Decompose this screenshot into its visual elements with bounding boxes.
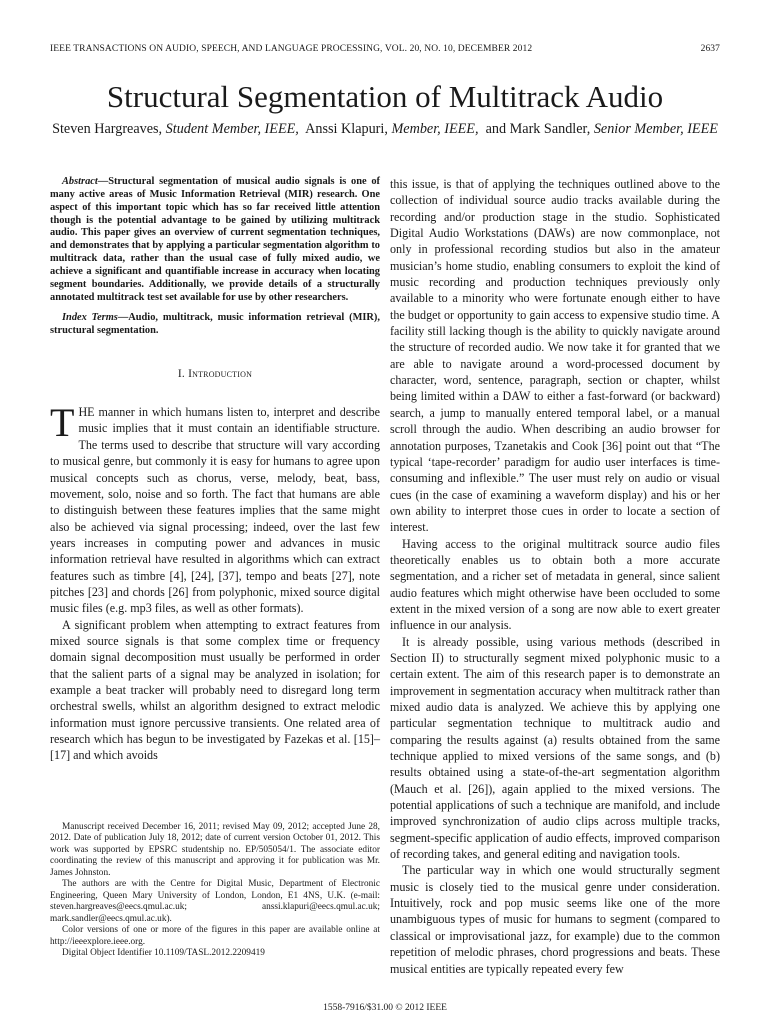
right-paragraph-1: this issue, is that of applying the techniques outlined above to the collection of individual source audio tracks available during the recording and/or production stage in the studio. Sophisticated Digital Audio Workstations (DAWs) are now commonplace, not only in professional recording studios but also in the amateur musician’s home studio, enabling consumers to exploit the kind of music recording and production techniques previously only available to a minority who were fortunate enough either to have the budget or opportunity to gain access to expensive studio time. A facility still lacking though is the ability to quickly navigate around the structure of recorded audio. We now take it for granted that we are able to navigate around a word-processed document by character, word, sentence, paragraph, section or chapter, whilst being limited within a DAW to either a fast-forward (or backward) search, a jump to manually entered temporal label, or a manual scroll through the audio. When describing an audio browser for annotation purposes, Tzanetakis and Cook [36] point out that “The typical ‘tape-recorder’ paradigm for audio user interfaces is time-consuming and inflexible.” The user must rely on audio or visual cues (in the case of examining a waveform display) and his or her own ability to interpret those cues in order to locate a section of interest. [390,177,720,535]
drop-cap: T [50,400,75,446]
author-name: and Mark Sandler, [485,121,591,137]
journal-name: IEEE TRANSACTIONS ON AUDIO, SPEECH, AND LANGUAGE PROCESSING, VOL. 20, NO. 10, DECEMBER 2012 [50,44,533,54]
page-number: 2637 [700,44,720,54]
abstract-text: Structural segmentation of musical audio signals is one of many active areas of Music Information Retrieval (MIR) research. One aspect of this important topic which has so far received little attention though is the potential advantage to be gained by utilizing multitrack audio. This paper gives an overview of current segmentation techniques, and demonstrates that by applying a particular segmentation algorithm to multitrack data, rather than the usual case of fully mixed audio, we achieve a significant and quantifiable increase in accuracy when locating segment boundaries. Additionally, we provide details of a structurally annotated multitrack test set available for use by other researchers. [50,176,380,303]
intro-paragraph-2: A significant problem when attempting to extract features from mixed source signals is that some complex time or frequency domain signal decomposition must usually be performed in order that the salient parts of a signal may be analyzed in isolation; for example a beat tracker will probably need to disregard long term orchestral swells, whilst an algorithm designed to extract melodic information must ignore percussive transients. One related area of research which has begun to be investigated by Fazekas et al. [15]–[17] and which avoids [50,617,380,763]
index-terms-text: Audio, multitrack, music information retrieval (MIR), structural segmentation. [50,312,380,337]
section-number: I. [177,368,185,381]
author-line [0,120,770,138]
author-name: Anssi Klapuri, [305,121,388,137]
abstract: Abstract—Structural segmentation of musical audio signals is one of many active areas of Music Information Retrieval (MIR) research. One aspect of this important topic which has so far received little attention though is the potential advantage to be gained by utilizing multitrack audio. This paper gives an overview of current segmentation techniques, and demonstrates that by applying a particular segmentation algorithm to multitrack data, rather than the usual case of fully mixed audio, we achieve a significant and quantifiable increase in accuracy when locating segment boundaries. Additionally, we provide details of a structurally annotated multitrack test set available for use by other researchers. [50,176,380,303]
right-paragraph-4: The particular way in which one would structurally segment music is closely tied to the musical genre under consideration. Intuitively, rock and pop music seems like one of the more unambiguous types of music for humans to segment (compared to classical or improvisational jazz, for example) due to the common repetition of melodic phrases, chord progressions and beats. These musical entities are typically repeated every few [390,863,720,976]
right-column [390,176,720,977]
author-role: Student Member, IEEE, [165,121,299,137]
paragraph-text: HE manner in which humans listen to, interpret and describe music implies that it must contain an identifiable structure. The terms used to describe that structure will vary according to musical genre, but commonly it is easy for humans to agree upon musical concepts such as chorus, verse, melody, beat, bass, movement, solo, noise and so forth. The fact that humans are able to distinguish between these features implies that the same might also be achieved via signal processing; indeed, over the last few years increases in computing power and advances in music information retrieval have resulted in algorithms which can extract features such as timbre [4], [24], [37], tempo and beats [27], note pitches [23] and chords [26] from polyphonic, mixed source digital music files (e.g. mp3 files, as well as other formats). [50,405,380,616]
author-role: Member, IEEE, [391,121,479,137]
paper-title: Structural Segmentation of Multitrack Audio [106,79,664,114]
index-terms-label: Index Terms [62,312,118,324]
section-title: Introduction [188,368,253,381]
right-paragraph-2: Having access to the original multitrack source audio files theoretically enables us to obtain both a more accurate segmentation, and a richer set of metadata in general, since salient audio features which might otherwise have been occluded to some extent in the mixed version of a song are now able to exert greater influence in our analysis. [390,536,720,633]
right-paragraph-3: It is already possible, using various methods (described in Section II) to structurally segment mixed polyphonic music to a certain extent. The aim of this research paper is to demonstrate an improvement in segmentation accuracy when multitrack rather than mixed audio data is analyzed. We achieve this by applying one particular segmentation technique to multitrack audio and comparing the results against (a) results obtained from the same technique applied to mixed versions of the same songs, and (b) results obtained using a state-of-the-art segmentation algorithm (Mauch et al. [26]), again applied to the mixed versions. The potential applications of such a technique are manifold, and include improved synchronization of audio clips across multiple tracks, segment-specific application of audio effects, improved comparison of recording takes, and general editing and navigation tools. [390,634,720,862]
intro-paragraph-1 [50,400,380,616]
section-heading [50,368,380,380]
copyright-footer: 1558-7916/$31.00 © 2012 IEEE [323,1003,447,1013]
footnote-color: Color versions of one or more of the figures in this paper are available online at http://ieeexplore.ieee.org. [50,925,380,947]
abstract-label: Abstract [62,176,98,187]
footnote-affiliation: The authors are with the Centre for Digital Music, Department of Electronic Engineering, Queen Mary University of London, London, E1 4NS, U.K. (e-mail: steven.hargreaves@eecs.qmul.ac.uk; anssi.klapuri@eecs.qmul.ac.uk; mark.sandler@eecs.qmul.ac.uk). [50,879,380,924]
footnote-manuscript: Manuscript received December 16, 2011; revised May 09, 2012; accepted June 28, 2012. Date of publication July 18, 2012; date of current version October 01, 2012. This work was supported by EPSRC studentship no. EP/505054/1. The associate editor coordinating the review of this manuscript and approving it for publication was Mr. James Johnston. [50,822,380,878]
index-terms: Index Terms—Audio, multitrack, music information retrieval (MIR), structural segmentation. [50,312,380,337]
author-role: Senior Member, IEEE [593,121,718,137]
running-header [50,44,720,58]
author-name: Steven Hargreaves, [52,121,163,137]
left-column [50,176,380,764]
footnote-doi: Digital Object Identifier 10.1109/TASL.2012.2209419 [62,947,265,958]
first-page-footnote [50,822,380,959]
